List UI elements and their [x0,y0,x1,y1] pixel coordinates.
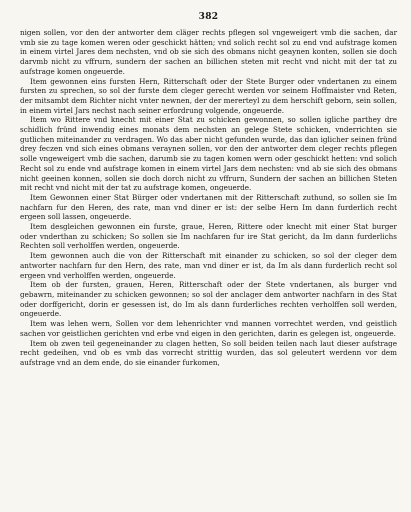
paragraph-7: Item ob der fursten, grauen, Heren, Ritterschaft oder der Stete vndertanen, als burger vnd gebawrn, miteinander zu schicken gewonnen; so sol der anclager dem antworter nachfarn in des Stat oder dorffgericht, dorin er gesessen ist, do Im als dann furderliches rechten verholffen soll werden, ongeuerde. [20,280,397,319]
body-text [20,28,397,368]
paragraph-2: Item gewonnen eins fursten Hern, Ritterschaft oder der Stete Burger oder vndertanen zu einem fursten zu sprechen, so sol der furste dem cleger gerecht werden vor seinem Hoffmaister vnd Reten, der mitsambt dem Richter nicht vnter newnen, der der mererteyl zu dem herschift geborn, sein sollen, in einem virtel Jars nechst nach seiner erfordrung volgende, ongeuerde. [20,76,397,115]
paragraph-1: nigen sollen, vor den der antworter dem cläger rechts pflegen sol vngeweigert vmb die sachen, dar vmb sie zu tage komen weren oder geschickt hätten; vnd solich recht sol zu end vnd aufstrage komen in einem virtel Jares dem nechsten, vnd ob sie sich des obmans nicht geaynen konten, sollen sie doch darvmb nicht zu vffrurn, sundern der sachen an billichen steten mit recht vnd nicht mit der tat zu aufstrage komen ongeuerde. [20,28,397,76]
paragraph-3: Item wo Rittere vnd knecht mit einer Stat zu schicken gewonnen, so sollen igliche parthey dre schidlich fründ inwendig eines monats dem nechsten an gelege Stete schicken, vnderrichten sie gutlichen miteinander zu verdragen. Wo das aber nicht gefunden wurde, das dan iglicher seinen fründ drey feczen vnd sich eines obmans veraynen sollen, vor den der antworter dem cleger rechts pflegen solle vngeweigert vmb die sachen, darumb sie zu tagen komen wern oder geschickt hetten: vnd solich Recht sol zu ende vnd aufstrage komen in einem virtel Jars dem nechsten: vnd ab sie sich des obmans nicht geeinen konnen, sollen sie doch dorch nicht zu vffrurn, Sundern der sachen an billichen Steten mit recht vnd nicht mit der tat zu aufstrage komen, ongeuerde. [20,115,397,193]
paragraph-9: Item ob zwen teil gegeneinander zu clagen hetten, So soll beiden teilen nach laut dieser aufstrage recht gedeihen, vnd ob es vmb das vorrecht strittig wurden, das sol geleutert werdenn vor dem aufstrage vnd an dem ende, do sie einander furkomen, [20,338,397,367]
page-number: 382 [198,12,219,22]
paragraph-6: Item gewonnen auch die von der Ritterschaft mit einander zu schicken, so sol der cleger dem antworter nachfarn fur den Hern, des rate, man vnd diner er ist, da Im als dann furderlich recht sol ergeen vnd verholffen werden, ongeuerde. [20,251,397,280]
paragraph-5: Item desgleichen gewonnen ein furste, graue, Heren, Rittere oder knecht mit einer Stat burger oder vnderthan zu schicken; So sollen sie Im nachfaren fur ire Stat gericht, da Im dann furderlichs Rechten soll verholffen werden, ongeuerde. [20,222,397,251]
paragraph-4: Item Gewonnen einer Stat Bürger oder vndertanen mit der Ritterschaft zuthund, so sollen sie Im nachfarn fur den Heren, des rate, man vnd diner er ist: der selbe Hern Im dann furderlich recht ergeen soll lassen, ongeuerde. [20,192,397,222]
paragraph-8: Item was lehen wern, Sollen vor dem lehenrichter vnd mannen vorrechtet werden, vnd geistlich sachen vor geistlichen gerichten vnd erbe vnd eigen in den gerichten, darin es gelegen ist, ongeuerde. [20,319,397,338]
